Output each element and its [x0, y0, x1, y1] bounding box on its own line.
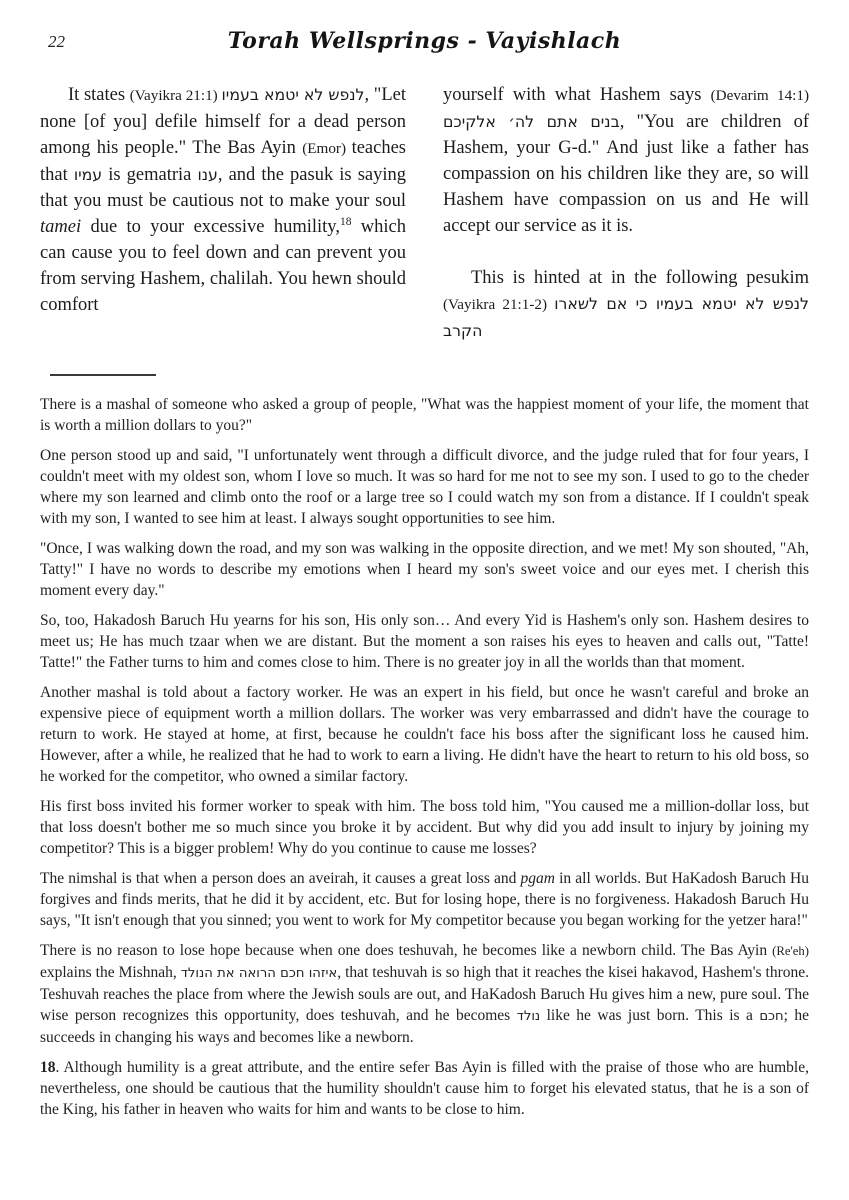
- footnote-paragraph: There is no reason to lose hope because when one does teshuvah, he becomes like a newborn child. The Bas Ayin (Re'eh) explains the Mishnah, איזהו חכם הרואה את הנולד, that teshuvah is so high that it reaches the kisei hakavod, Hashem's throne. Teshuvah reaches the place from where the Jewish souls are out, and HaKadosh Baruch Hu gives him a new, pure soul. The wise person recognizes this opportunity, does teshuvah, and he becomes נולד like he was just born. This is a חכם; he succeeds in changing his ways and becomes like a newborn.: [40, 942, 810, 1046]
- page-number: 22: [48, 32, 65, 51]
- right-column: [443, 82, 809, 344]
- footnote-paragraph: The nimshal is that when a person does an aveirah, it causes a great loss and pgam in all worlds. But HaKadosh Baruch Hu forgives and finds merits, that he did it by accident, etc. But for losing hope, there is no forgiveness. Hakadosh Baruch Hu says, "It isn't enough that you sinned; you went to work for My competitor because you began working for the yetzer hara!": [40, 870, 809, 929]
- footnote-paragraph: One person stood up and said, "I unfortunately went through a difficult divorce, and the judge ruled that for four years, I couldn't meet with my oldest son, whom I love so much. It was so hard for me not to see my son. I used to go to the cheder where my son learned and climb onto the roof or a large tree so I could watch my son from a distance. If I couldn't speak with my son, I wanted to see him at least. I always sought opportunities to see him.: [40, 447, 809, 527]
- body-paragraph: yourself with what Hashem says (Devarim 14:1) בנים אתם לה׳ אלקיכם, "You are children of Hashem, your G-d." And just like a father has compassion on his children like they are, so will Hashem have compassion on us and He will accept our service as it is.: [443, 85, 809, 236]
- footnote-paragraph: "Once, I was walking down the road, and my son was walking in the opposite direction, and we met! My son shouted, "Ah, Tatty!" I have no words to describe my emotions when I heard my son's sweet voice and our eyes met. I cherish this moment every day.": [40, 540, 809, 599]
- footnote-paragraph: So, too, Hakadosh Baruch Hu yearns for his son, His only son… And every Yid is Hashem's only son. Hashem desires to meet us; He has much tzaar when we are distant. But the moment a son raises his eyes to heaven and calls out, "Tatte! Tatte!" the Father turns to him and comes close to him. There is no greater joy in all the worlds than that moment.: [40, 612, 809, 671]
- page-title: Torah Wellsprings - Vayishlach: [227, 28, 622, 54]
- footnote-paragraph: His first boss invited his former worker to speak with him. The boss told him, "You caused me a million-dollar loss, but that loss doesn't bother me so much since you broke it by accident. But why did you add insult to injury by joining my competitor? This is a bigger problem! Why do you continue to cause me losses?: [40, 798, 809, 857]
- footnote-paragraph: There is a mashal of someone who asked a group of people, "What was the happiest moment of your life, the moment that is worth a million dollars to you?": [40, 396, 809, 434]
- footnote-divider: [50, 374, 156, 376]
- footnote-paragraph: 18. Although humility is a great attribute, and the entire sefer Bas Ayin is filled with the praise of those who are humble, nevertheless, one should be cautious that the humility shouldn't cause him to forget his elevated status, that he is a son of the King, his father in heaven who waits for him and wants to be close to him.: [40, 1059, 809, 1118]
- footnotes-section: [40, 394, 809, 1120]
- footnote-paragraph: Another mashal is told about a factory worker. He was an expert in his field, but once he wasn't careful and broke an expensive piece of equipment worth a million dollars. The worker was very embarrassed and didn't have the courage to return to work. He stayed at home, at first, because he couldn't face his boss after the significant loss he caused him. However, after a while, he realized that he had to work to earn a living. He didn't have the heart to return to his old boss, so he worked for the competitor, who owned a similar factory.: [40, 684, 809, 785]
- left-column: [40, 82, 406, 344]
- body-paragraph: This is hinted at in the following pesukim (Vayikra 21:1-2) לנפש לא יטמא בעמיו כי אם לשארו הקרב: [443, 268, 809, 340]
- body-paragraph: It states (Vayikra 21:1) לנפש לא יטמא בעמיו, "Let none [of you] defile himself for a dead person among his people." The Bas Ayin (Emor) teaches that עמיו is gematria ענו, and the pasuk is saying that you must be cautious not to make your soul tamei due to your excessive humility,$^{18}$ which can cause you to feel down and can prevent you from serving Hashem, chalilah. You hewn should comfort: [40, 85, 406, 315]
- two-column-body: [40, 82, 809, 344]
- page-header: [40, 28, 809, 58]
